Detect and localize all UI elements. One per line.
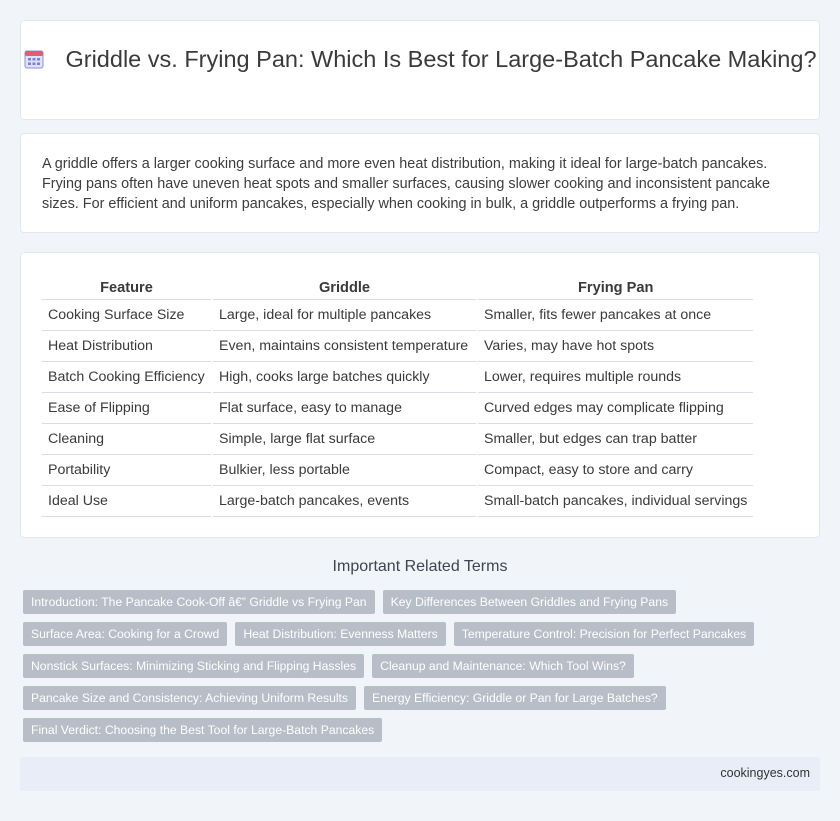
table-row [42,454,753,485]
intro-card [20,133,820,233]
table-cell: Batch Cooking Efficiency [42,361,212,392]
header-feature: Feature [42,277,212,299]
table-row [42,330,753,361]
table-row [42,392,753,423]
related-term-tag[interactable]: Nonstick Surfaces: Minimizing Sticking and Flipping Hassles [23,654,364,678]
table-row [42,485,753,516]
calendar-icon [23,48,45,70]
related-term-tag[interactable]: Pancake Size and Consistency: Achieving Uniform Results [23,686,356,710]
table-cell: Curved edges may complicate flipping [477,392,753,423]
related-term-tag[interactable]: Temperature Control: Precision for Perfect Pancakes [454,622,755,646]
table-cell: Smaller, fits fewer pancakes at once [477,299,753,330]
table-cell: Cleaning [42,423,212,454]
related-term-tag[interactable]: Heat Distribution: Evenness Matters [235,622,445,646]
table-cell: Portability [42,454,212,485]
related-term-tag[interactable]: Cleanup and Maintenance: Which Tool Wins? [372,654,634,678]
related-term-tag[interactable]: Introduction: The Pancake Cook-Off â€” Griddle vs Frying Pan [23,590,375,614]
table-row [42,361,753,392]
intro-paragraph: A griddle offers a larger cooking surface and more even heat distribution, making it ideal for large-batch pancakes. Frying pans often have uneven heat spots and smaller surfaces, causing slower cooking and inconsistent pancake sizes. For efficient and uniform pancakes, especially when cooking in bulk, a griddle outperforms a frying pan. [42,156,770,212]
header-card [20,20,820,120]
table-cell: Bulkier, less portable [212,454,477,485]
related-term-tag[interactable]: Final Verdict: Choosing the Best Tool for Large-Batch Pancakes [23,718,382,742]
table-cell: Smaller, but edges can trap batter [477,423,753,454]
table-row [42,299,753,330]
related-term-tag[interactable]: Energy Efficiency: Griddle or Pan for Large Batches? [364,686,666,710]
related-terms-heading: Important Related Terms [332,558,508,575]
table-cell: High, cooks large batches quickly [212,361,477,392]
table-cell: Even, maintains consistent temperature [212,330,477,361]
table-cell: Large, ideal for multiple pancakes [212,299,477,330]
comparison-table [42,277,753,517]
page-title-text: Griddle vs. Frying Pan: Which Is Best for Large-Batch Pancake Making? [65,46,817,72]
related-terms-list [23,590,823,742]
related-term-tag[interactable]: Surface Area: Cooking for a Crowd [23,622,227,646]
table-cell: Ideal Use [42,485,212,516]
table-cell: Simple, large flat surface [212,423,477,454]
table-cell: Lower, requires multiple rounds [477,361,753,392]
table-cell: Varies, may have hot spots [477,330,753,361]
page-title [21,45,819,74]
related-term-tag[interactable]: Key Differences Between Griddles and Frying Pans [383,590,677,614]
comparison-card [20,252,820,538]
footer [20,757,820,791]
table-cell: Compact, easy to store and carry [477,454,753,485]
header-frying-pan: Frying Pan [477,277,753,299]
table-cell: Small-batch pancakes, individual servings [477,485,753,516]
table-row [42,423,753,454]
footer-site-link[interactable]: cookingyes.com [720,766,810,780]
table-cell: Large-batch pancakes, events [212,485,477,516]
table-cell: Flat surface, easy to manage [212,392,477,423]
table-header-row [42,277,753,299]
table-cell: Heat Distribution [42,330,212,361]
header-griddle: Griddle [212,277,477,299]
table-cell: Ease of Flipping [42,392,212,423]
table-cell: Cooking Surface Size [42,299,212,330]
